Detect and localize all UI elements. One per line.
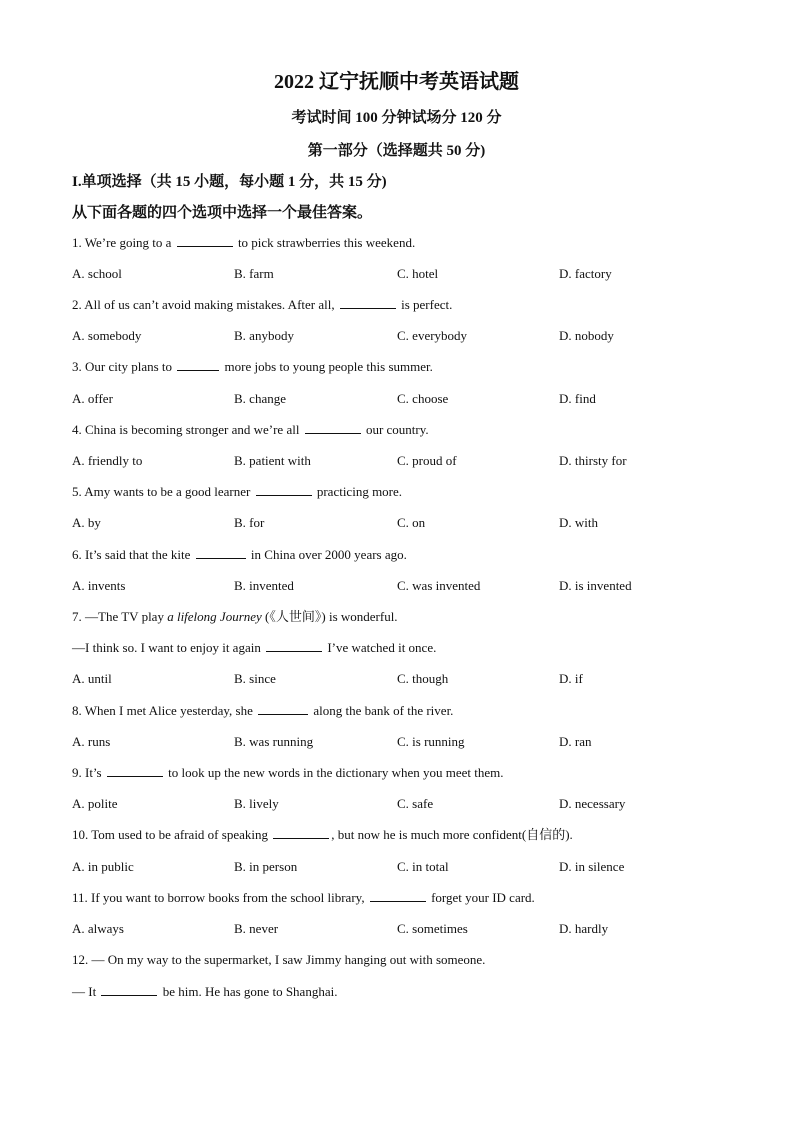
option-b: B. lively	[234, 796, 279, 811]
option-d: D. thirsty for	[559, 453, 627, 468]
question-text: in China over 2000 years ago.	[250, 547, 407, 562]
options-9	[72, 795, 732, 813]
options-3	[72, 390, 732, 408]
question-text: to look up the new words in the dictionary when you meet them.	[168, 765, 504, 780]
option-c: C. safe	[397, 796, 434, 811]
part-heading: 第一部分（选择题共 50 分)	[307, 143, 486, 159]
option-c: C. is running	[397, 734, 465, 749]
option-b: B. in person	[234, 859, 298, 874]
option-c: C. in total	[397, 859, 449, 874]
question-text: is perfect.	[401, 297, 453, 312]
question-text: more jobs to young people this summer.	[224, 359, 433, 374]
section-heading: I.单项选择（共 15 小题，每小题 1 分，共 15 分)	[72, 174, 387, 190]
question-7	[72, 608, 398, 626]
question-text: —I think so. I want to enjoy it again	[72, 640, 261, 655]
option-a: A. school	[72, 266, 122, 281]
answer-blank	[107, 764, 163, 777]
question-text: 8. When I met Alice yesterday, she	[72, 703, 253, 718]
option-d: D. ran	[559, 734, 592, 749]
option-c: C. on	[397, 515, 426, 530]
question-text: to pick strawberries this weekend.	[237, 235, 416, 250]
question-text: 12. — On my way to the supermarket, I saw Jimmy hanging out with someone.	[72, 952, 486, 967]
option-d: D. necessary	[559, 796, 626, 811]
answer-blank	[256, 483, 312, 496]
option-d: D. with	[559, 515, 598, 530]
option-a: A. runs	[72, 734, 111, 749]
answer-blank	[196, 546, 246, 559]
option-d: D. find	[559, 391, 596, 406]
options-2	[72, 327, 732, 345]
question-text: along the bank of the river.	[313, 703, 454, 718]
options-1	[72, 265, 732, 283]
option-b: B. for	[234, 515, 265, 530]
option-d: D. if	[559, 671, 583, 686]
question-text: 4. China is becoming stronger and we’re all	[72, 422, 300, 437]
option-a: A. friendly to	[72, 453, 143, 468]
question-text: 2. All of us can’t avoid making mistakes. After all,	[72, 297, 335, 312]
option-c: C. hotel	[397, 266, 439, 281]
option-a: A. somebody	[72, 328, 142, 343]
answer-blank	[305, 421, 361, 434]
options-7	[72, 670, 732, 688]
option-a: A. invents	[72, 578, 126, 593]
question-text: 10. Tom used to be afraid of speaking	[72, 827, 268, 842]
option-b: B. invented	[234, 578, 294, 593]
option-a: A. polite	[72, 796, 118, 811]
question-text: — It	[72, 984, 97, 999]
option-a: A. until	[72, 671, 112, 686]
question-text: (《人世间》) is wonderful.	[265, 609, 398, 624]
options-4	[72, 452, 732, 470]
answer-blank	[340, 296, 396, 309]
question-7-reply	[72, 639, 436, 657]
option-b: B. never	[234, 921, 279, 936]
option-b: B. since	[234, 671, 276, 686]
question-6	[72, 546, 407, 564]
option-b: B. change	[234, 391, 286, 406]
answer-blank	[258, 702, 308, 715]
options-5	[72, 514, 732, 532]
question-12-reply	[72, 983, 337, 1001]
option-b: B. anybody	[234, 328, 294, 343]
question-8	[72, 702, 453, 720]
question-text: 7. —The TV play	[72, 609, 164, 624]
option-a: A. always	[72, 921, 124, 936]
option-b: B. patient with	[234, 453, 311, 468]
question-text: forget your ID card.	[431, 890, 535, 905]
question-text: our country.	[365, 422, 429, 437]
play-title: a lifelong Journey	[167, 609, 262, 624]
option-a: A. in public	[72, 859, 134, 874]
question-text: 5. Amy wants to be a good learner	[72, 484, 251, 499]
options-8	[72, 733, 732, 751]
question-text: I’ve watched it once.	[327, 640, 437, 655]
option-d: D. nobody	[559, 328, 614, 343]
option-d: D. is invented	[559, 578, 632, 593]
option-b: B. farm	[234, 266, 274, 281]
question-text: 6. It’s said that the kite	[72, 547, 191, 562]
option-d: D. factory	[559, 266, 612, 281]
question-3	[72, 358, 433, 376]
answer-blank	[101, 983, 157, 996]
option-a: A. offer	[72, 391, 113, 406]
question-text: 3. Our city plans to	[72, 359, 173, 374]
question-9	[72, 764, 504, 782]
option-b: B. was running	[234, 734, 314, 749]
option-c: C. though	[397, 671, 449, 686]
exam-info: 考试时间 100 分钟试场分 120 分	[291, 110, 502, 126]
question-1	[72, 234, 415, 252]
page-title: 2022 辽宁抚顺中考英语试题	[274, 71, 519, 93]
option-c: C. sometimes	[397, 921, 468, 936]
option-a: A. by	[72, 515, 101, 530]
option-c: C. was invented	[397, 578, 481, 593]
question-text: 1. We’re going to a	[72, 235, 172, 250]
question-2	[72, 296, 452, 314]
question-10	[72, 826, 573, 844]
question-5	[72, 483, 402, 501]
question-text: , but now he is much more confident(自信的).	[331, 827, 573, 842]
answer-blank	[177, 234, 233, 247]
option-d: D. in silence	[559, 859, 625, 874]
question-4	[72, 421, 429, 439]
options-11	[72, 920, 732, 938]
question-text: 11. If you want to borrow books from the school library,	[72, 890, 365, 905]
answer-blank	[177, 358, 219, 371]
question-text: 9. It’s	[72, 765, 102, 780]
answer-blank	[273, 826, 329, 839]
answer-blank	[370, 889, 426, 902]
option-c: C. choose	[397, 391, 449, 406]
question-12	[72, 951, 485, 969]
option-c: C. everybody	[397, 328, 468, 343]
question-11	[72, 889, 535, 907]
options-6	[72, 577, 732, 595]
instruction: 从下面各题的四个选项中选择一个最佳答案。	[72, 205, 373, 221]
options-10	[72, 858, 732, 876]
option-c: C. proud of	[397, 453, 457, 468]
answer-blank	[266, 639, 322, 652]
question-text: practicing more.	[316, 484, 403, 499]
option-d: D. hardly	[559, 921, 609, 936]
question-text: be him. He has gone to Shanghai.	[162, 984, 338, 999]
